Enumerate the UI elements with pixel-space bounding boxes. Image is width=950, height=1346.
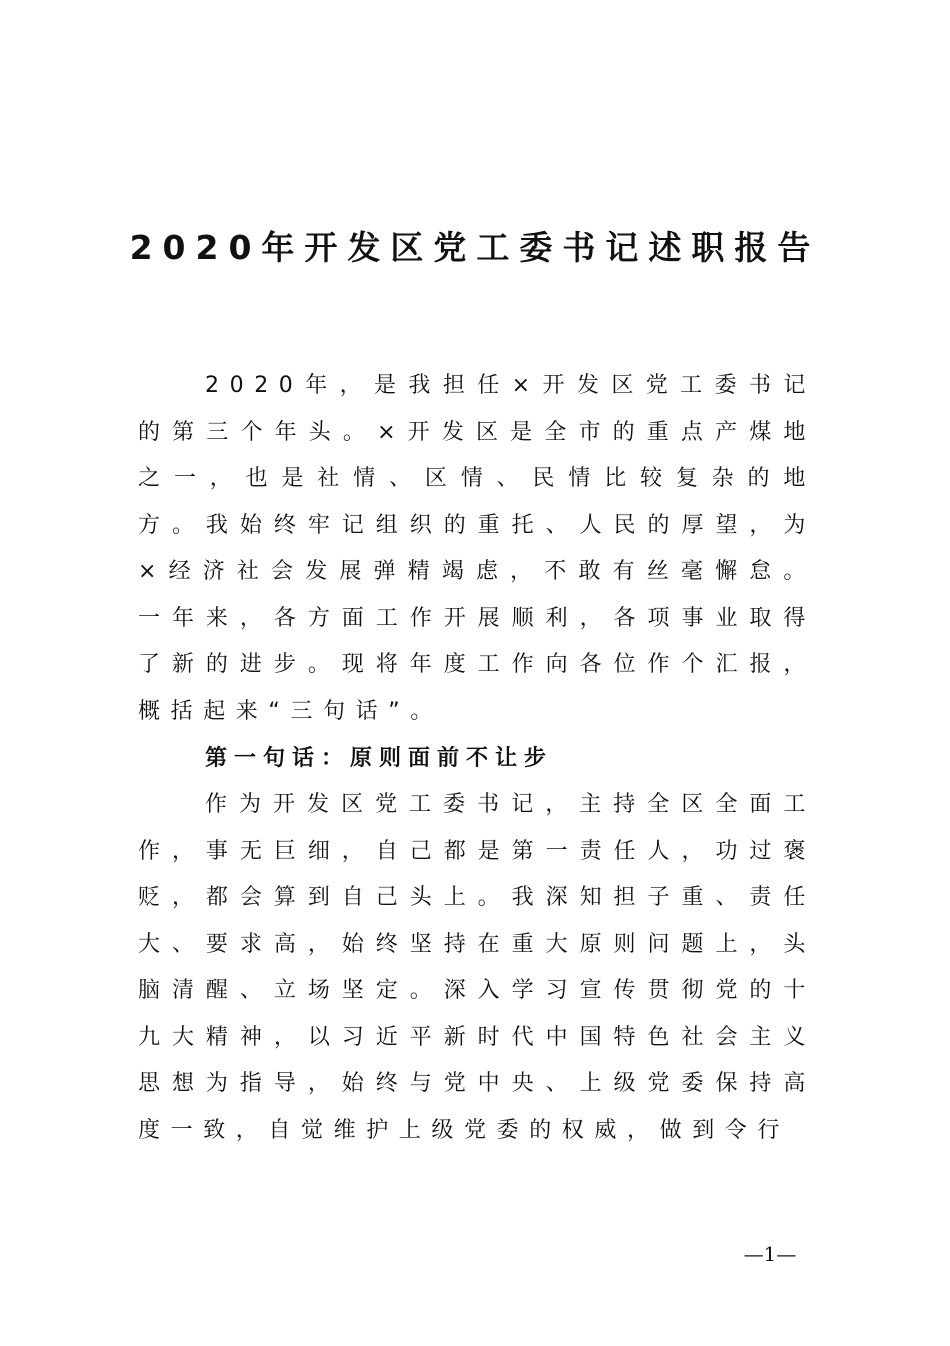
section-paragraph: 作为开发区党工委书记，主持全区全面工作，事无巨细，自己都是第一责任人，功过褒贬，都会算到自己头上。我深知担子重、责任大、要求高，始终坚持在重大原则问题上，头脑清醒、立场坚定。深入学习宣传贯彻党的十九大精神，以习近平新时代中国特色社会主义思想为指导，始终与党中央、上级党委保持高度一致，自觉维护上级党委的权威，做到令行 bbox=[138, 792, 816, 1143]
section-heading: 第一句话：原则面前不让步 bbox=[205, 746, 554, 771]
intro-paragraph: 2020年，是我担任×开发区党工委书记的第三个年头。×开发区是全市的重点产煤地之一，也是社情、区情、民情比较复杂的地方。我始终牢记组织的重托、人民的厚望，为×经济社会发展弹精竭虑，不敢有丝毫懈怠。一年来，各方面工作开展顺利，各项事业取得了新的进步。现将年度工作向各位作个汇报，概括起来“三句话”。 bbox=[138, 373, 816, 724]
document-title: 2020年开发区党工委书记述职报告 bbox=[129, 228, 821, 267]
page-number: —1— bbox=[743, 1242, 797, 1266]
